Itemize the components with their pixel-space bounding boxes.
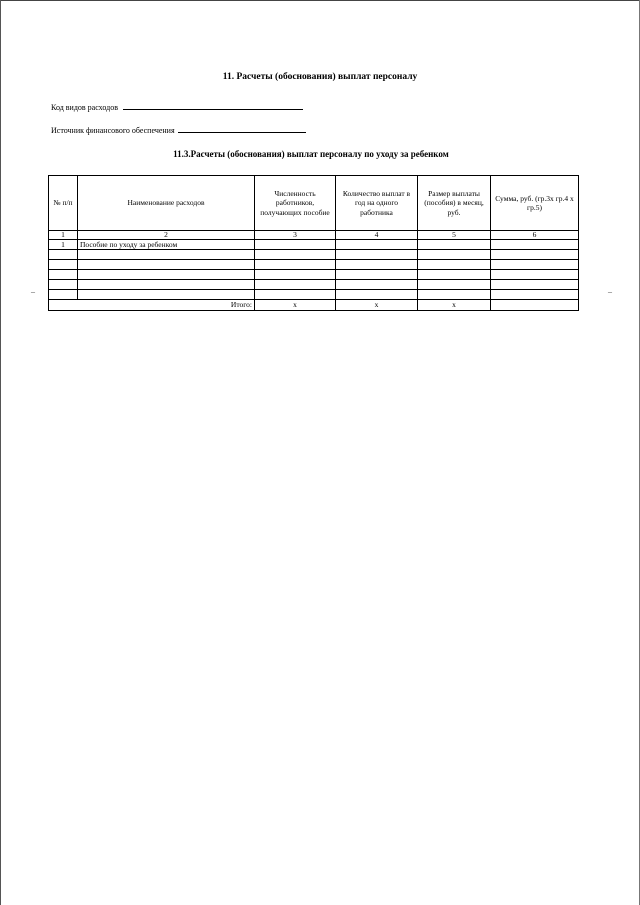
total-cell: x [336,300,418,311]
table-row [49,260,579,270]
section-title: 11. Расчеты (обоснования) выплат персоналу [222,72,418,82]
table-row [49,270,579,280]
header-employee-count: Численность работников, получающих пособие [255,176,336,231]
table-cell [418,240,491,250]
table-cell [336,290,418,300]
table-cell [336,270,418,280]
table-cell [255,280,336,290]
table-cell [78,270,255,280]
table-cell [49,280,78,290]
column-number: 6 [491,231,579,240]
table-cell [336,260,418,270]
expense-code-label: Код видов расходов [51,103,118,112]
table-cell [255,260,336,270]
table-row [49,250,579,260]
header-number: № п/п [49,176,78,231]
table-cell [255,270,336,280]
table-cell [418,270,491,280]
column-number: 1 [49,231,78,240]
table-cell [255,290,336,300]
column-number: 3 [255,231,336,240]
column-number: 2 [78,231,255,240]
table-cell [418,260,491,270]
expense-code-value [123,101,303,110]
table-cell [336,250,418,260]
header-expense-name: Наименование расходов [78,176,255,231]
table-cell [78,250,255,260]
table-cell [336,240,418,250]
column-number-row [49,231,579,240]
margin-mark: – [31,287,35,296]
funding-source-value [178,124,306,133]
total-cell [491,300,579,311]
total-label: Итого: [49,300,255,311]
total-cell: x [255,300,336,311]
funding-source-label: Источник финансового обеспечения [51,126,175,135]
header-payments-per-year: Количество выплат в год на одного работника [336,176,418,231]
header-monthly-amount: Размер выплаты (пособия) в месяц, руб. [418,176,491,231]
table-cell [78,280,255,290]
table-cell [336,280,418,290]
table-cell [491,260,579,270]
table-row [49,280,579,290]
subsection-title: 11.3.Расчеты (обоснования) выплат персоналу по уходу за ребенком [173,149,449,159]
table-cell [49,270,78,280]
table-cell [78,290,255,300]
table-cell [491,240,579,250]
funding-source-field [51,124,306,135]
table-row [49,290,579,300]
table-cell: Пособие по уходу за ребенком [78,240,255,250]
table-cell: 1 [49,240,78,250]
table-cell [418,250,491,260]
table-cell [418,280,491,290]
total-cell: x [418,300,491,311]
table-row [49,240,579,250]
expense-code-field [51,101,303,112]
table-cell [418,290,491,300]
table-cell [491,280,579,290]
column-number: 5 [418,231,491,240]
margin-mark: – [608,287,612,296]
column-number: 4 [336,231,418,240]
table-header-row [49,176,579,231]
table-cell [49,290,78,300]
scan-edge-left [0,0,1,905]
scan-edge-top [0,0,640,1]
header-total-sum: Сумма, руб. (гр.3х гр.4 х гр.5) [491,176,579,231]
table-cell [491,290,579,300]
table-cell [255,240,336,250]
total-row [49,300,579,311]
payments-table [48,175,579,311]
table-cell [49,260,78,270]
table-cell [255,250,336,260]
table-cell [491,250,579,260]
table-cell [49,250,78,260]
table-cell [491,270,579,280]
table-cell [78,260,255,270]
